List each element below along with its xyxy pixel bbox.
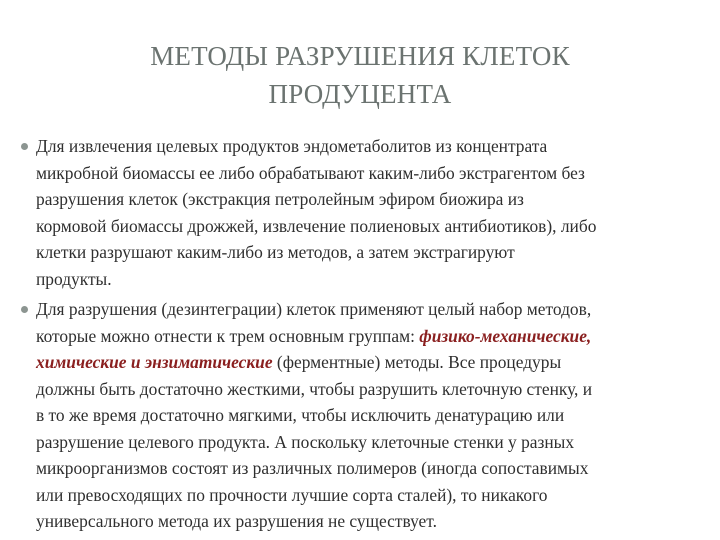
- text-line: продукты.: [36, 268, 112, 289]
- text-line: клетки разрушают каким-либо из методов, а затем экстрагируют: [36, 242, 515, 262]
- slide-title: [60, 37, 660, 113]
- text-line: должны быть достаточно жесткими, чтобы разрушить клеточную стенку, и: [36, 378, 593, 399]
- text-segment: которые можно отнести к трем основным группам:: [36, 325, 420, 346]
- text-line: или превосходящих по прочности лучшие сорта сталей), то никакого: [36, 484, 548, 505]
- emphasis-physico-mechanical: физико-механические,: [419, 325, 592, 346]
- text-line: микробной биомассы ее либо обрабатывают каким-либо экстрагентом без: [36, 162, 585, 183]
- emphasis-enzymatic: энзиматические: [144, 352, 273, 372]
- text-line: разрушения клеток (экстракция петролейным эфиром биожира из: [36, 189, 524, 209]
- emphasis-chemical: химические и: [36, 352, 141, 372]
- text-line: микроорганизмов состоят из различных полимеров (иногда сопоставимых: [36, 458, 589, 478]
- bullet-dot-icon: [21, 306, 28, 313]
- title-line-1: МЕТОДЫ РАЗРУШЕНИЯ КЛЕТОК: [150, 41, 570, 71]
- bullet-item-disintegration: [20, 296, 708, 535]
- text-line: в то же время достаточно мягкими, чтобы исключить денатурацию или: [36, 405, 565, 425]
- text-line: кормовой биомассы дрожжей, извлечение полиеновых антибиотиков), либо: [36, 215, 597, 236]
- bullet-dot-icon: [21, 143, 28, 150]
- title-line-2: ПРОДУЦЕНТА: [268, 79, 452, 109]
- text-segment: (ферментные) методы. Все процедуры: [272, 352, 562, 372]
- text-line-with-emphasis: [36, 349, 708, 376]
- text-line: разрушение целевого продукта. А поскольку клеточные стенки у разных: [36, 431, 575, 452]
- text-line-with-emphasis: [36, 323, 708, 350]
- text-line: Для разрушения (дезинтеграции) клеток применяют целый набор методов,: [36, 299, 592, 319]
- bullet-list: [20, 133, 708, 539]
- text-line: Для извлечения целевых продуктов эндометаболитов из концентрата: [36, 136, 548, 156]
- bullet-item-extraction: [20, 133, 708, 292]
- text-line: универсального метода их разрушения не существует.: [36, 511, 437, 531]
